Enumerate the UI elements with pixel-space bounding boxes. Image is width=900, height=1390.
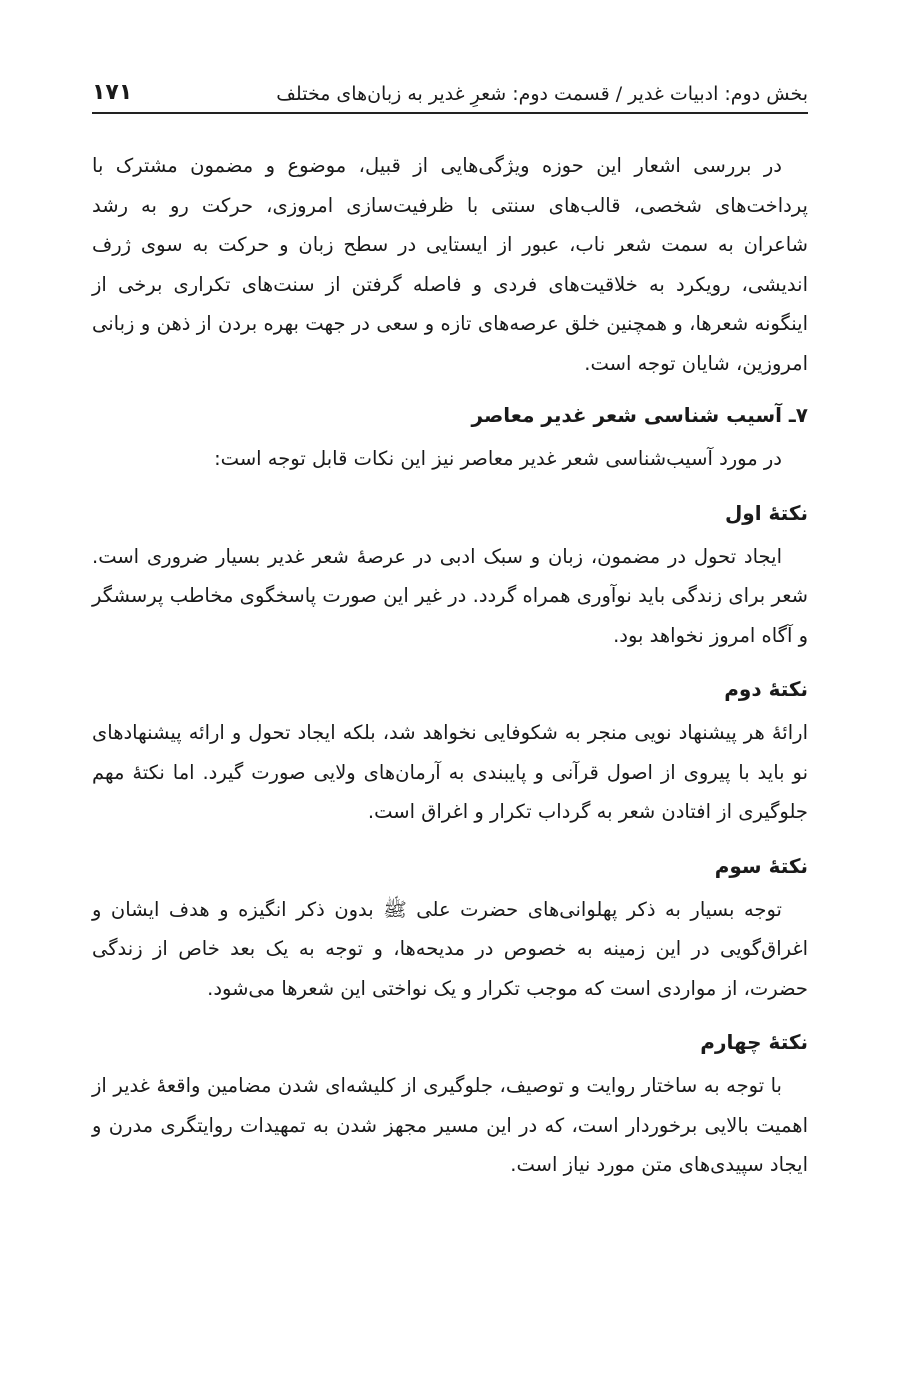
note-paragraph-4: با توجه به ساختار روایت و توصیف، جلوگیری از کلیشه‌ای شدن مضامین واقعۀ غدیر از اهمیت بالایی برخوردار است، که در این مسیر مجهز شدن به تمهیدات روایتگری مدرن و ایجاد سپیدی‌های متن مورد نیاز است. xyxy=(92,1074,808,1176)
note-paragraph-2: ارائۀ هر پیشنهاد نویی منجر به شکوفایی نخواهد شد، بلکه ایجاد تحول و ارائه پیشنهادهای نو باید با پیروی از اصول قرآنی و پایبندی به آرمان‌های ولایی صورت گیرد. اما نکتۀ مهم جلوگیری از افتادن شعر به گرداب تکرار و اغراق است. xyxy=(92,721,808,823)
note-heading-2: نکتۀ دوم xyxy=(724,677,808,701)
page-content xyxy=(92,146,808,1185)
running-header xyxy=(92,70,808,114)
note-heading-1: نکتۀ اول xyxy=(724,500,808,525)
section-intro-paragraph: در مورد آسیب‌شناسی شعر غدیر معاصر نیز این نکات قابل توجه است: xyxy=(214,447,782,470)
note-paragraph-3: توجه بسیار به ذکر پهلوانی‌های حضرت علی ﷺ بدون ذکر انگیزه و هدف ایشان و اغراق‌گویی در این زمینه به خصوص در مدیحه‌ها، و توجه به یک بعد خاص از زندگی حضرت، از مواردی است که موجب تکرار و یک نواختی این شعرها می‌شود. xyxy=(92,897,808,1000)
intro-paragraph: در بررسی اشعار این حوزه ویژگی‌هایی از قبیل، موضوع و مضمون مشترک با پرداخت‌های شخصی، قالب‌های سنتی با ظرفیت‌سازی امروزی، حرکت رو به رشد شاعران به سمت شعر ناب، عبور از ایستایی در سطح زبان و حرکت به سوی ژرف اندیشی، رویکرد به خلاقیت‌های فردی و فاصله گرفتن از سنت‌های تکراری برخی از اینگونه شعرها، و همچنین خلق عرصه‌های تازه و سعی در جهت بهره بردن از ذهن و زبانی امروزین، شایان توجه است. xyxy=(92,154,808,375)
page-number: ۱۷۱ xyxy=(92,80,133,105)
note-heading-3: نکتۀ سوم xyxy=(714,853,808,878)
header-title: بخش دوم: ادبیات غدیر / قسمت دوم: شعرِ غدیر به زبان‌های مختلف xyxy=(276,83,808,105)
note-heading-4: نکتۀ چهارم xyxy=(700,1030,808,1054)
section-heading: ۷ـ آسیب شناسی شعر غدیر معاصر xyxy=(471,403,808,427)
note-paragraph-1: ایجاد تحول در مضمون، زبان و سبک ادبی در عرصۀ شعر غدیر بسیار ضروری است. شعر برای زندگی باید نوآوری همراه گردد. در غیر این صورت پاسخگوی مخاطب پرسشگر و آگاه امروز نخواهد بود. xyxy=(92,544,808,647)
